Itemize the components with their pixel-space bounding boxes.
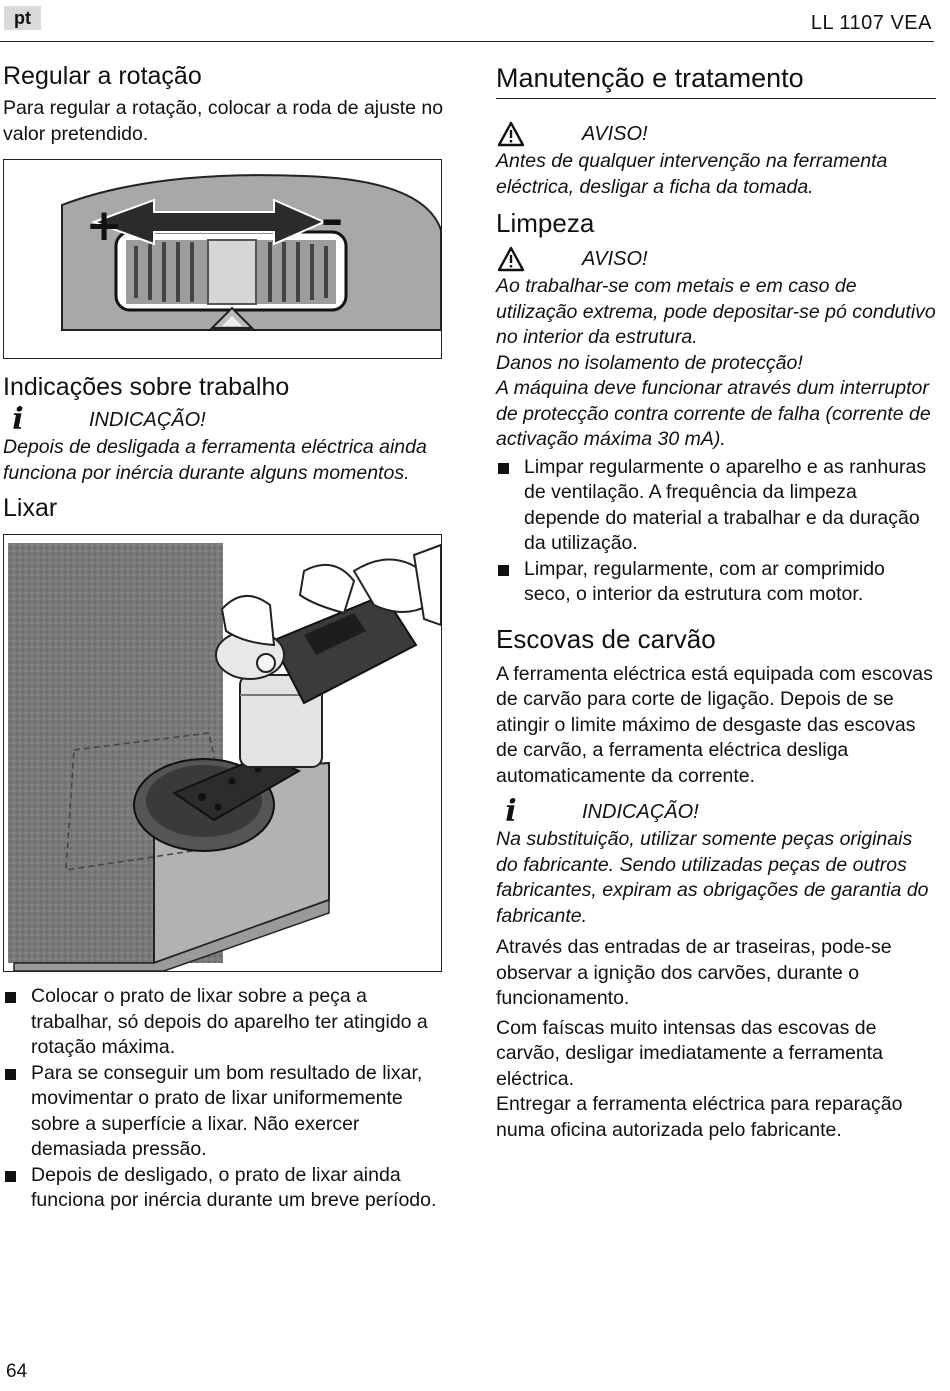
warning-icon <box>496 244 526 274</box>
cleaning-list <box>496 455 936 608</box>
cleaning-title: Limpeza <box>496 208 595 238</box>
cleaning-warning-text-1: Ao trabalhar-se com metais e em caso de utilização extrema, pode depositar-se pó condutivo no interior da estrutura. <box>496 275 936 348</box>
rotation-text: Para regular a rotação, colocar a roda de ajuste no valor pretendido. <box>3 97 444 145</box>
maintenance-title: Manutenção e tratamento <box>496 63 804 93</box>
figure-minus-sign: – <box>321 194 343 245</box>
rotation-title: Regular a rotação <box>3 62 202 90</box>
maintenance-warning-text: Antes de qualquer intervenção na ferramenta eléctrica, desligar a ficha da tomada. <box>496 150 888 198</box>
work-notes-text: Depois de desligada a ferramenta eléctrica ainda funciona por inércia durante alguns momentos. <box>3 436 427 484</box>
work-notes-title: Indicações sobre trabalho <box>3 373 290 401</box>
info-icon: i <box>12 402 24 437</box>
page-number: 64 <box>6 1361 28 1382</box>
left-column <box>3 60 448 1214</box>
figure-plus-sign: + <box>85 200 123 251</box>
work-notes-callout <box>3 402 448 437</box>
right-column <box>496 60 936 1143</box>
brushes-note-label: INDICAÇÃO! <box>582 800 699 823</box>
speed-wheel-figure <box>3 159 442 359</box>
brushes-text-4: Entregar a ferramenta eléctrica para reparação numa oficina autorizada pelo fabricante. <box>496 1093 903 1141</box>
list-item: Depois de desligado, o prato de lixar ainda funciona por inércia durante um breve período. <box>3 1163 448 1214</box>
sanding-figure <box>3 534 442 972</box>
work-notes-label: INDICAÇÃO! <box>89 408 206 431</box>
maintenance-warning-label: AVISO! <box>582 122 648 145</box>
sanding-illustration <box>4 535 441 971</box>
maintenance-rule <box>496 98 936 99</box>
info-icon: i <box>505 794 517 829</box>
cleaning-warning-callout <box>496 244 936 274</box>
list-item: Limpar regularmente o aparelho e as ranhuras de ventilação. A frequência da limpeza depende do material a trabalhar e da duração da utilização. <box>496 455 936 557</box>
brushes-note-text: Na substituição, utilizar somente peças originais do fabricante. Sendo utilizadas peças de outros fabricantes, expiram as obrigações de garantia do fabricante. <box>496 828 929 927</box>
brushes-text-1: A ferramenta eléctrica está equipada com escovas de carvão para corte de ligação. Depois de se atingir o limite máximo de desgaste das escovas de carvão, a ferramenta eléctrica desliga automaticamente da corrente. <box>496 662 933 787</box>
cleaning-warning-label: AVISO! <box>582 247 648 270</box>
maintenance-warning-callout <box>496 119 936 149</box>
warning-icon <box>496 119 526 149</box>
brushes-text-2: Através das entradas de ar traseiras, pode-se observar a ignição dos carvões, durante o funcionamento. <box>496 936 892 1009</box>
sanding-title: Lixar <box>3 494 58 522</box>
header-rule <box>0 41 934 42</box>
cleaning-warning-text-3: A máquina deve funcionar através dum interruptor de protecção contra corrente de falha (corrente de activação máxima 30 mA). <box>496 377 931 450</box>
sanding-list <box>3 984 448 1214</box>
list-item: Para se conseguir um bom resultado de lixar, movimentar o prato de lixar uniformemente sobre a superfície a lixar. Não exercer demasiada pressão. <box>3 1061 448 1163</box>
brushes-title: Escovas de carvão <box>496 623 716 654</box>
brushes-note-callout <box>496 794 936 829</box>
list-item: Colocar o prato de lixar sobre a peça a trabalhar, só depois do aparelho ter atingido a rotação máxima. <box>3 984 448 1061</box>
language-tag: pt <box>4 6 41 30</box>
speed-wheel-illustration <box>4 160 441 358</box>
brushes-text-3: Com faíscas muito intensas das escovas de carvão, desligar imediatamente a ferramenta eléctrica. <box>496 1016 883 1090</box>
cleaning-warning-text-2: Danos no isolamento de protecção! <box>496 351 803 374</box>
model-number: LL 1107 VEA <box>810 12 932 34</box>
list-item: Limpar, regularmente, com ar comprimido seco, o interior da estrutura com motor. <box>496 557 936 608</box>
